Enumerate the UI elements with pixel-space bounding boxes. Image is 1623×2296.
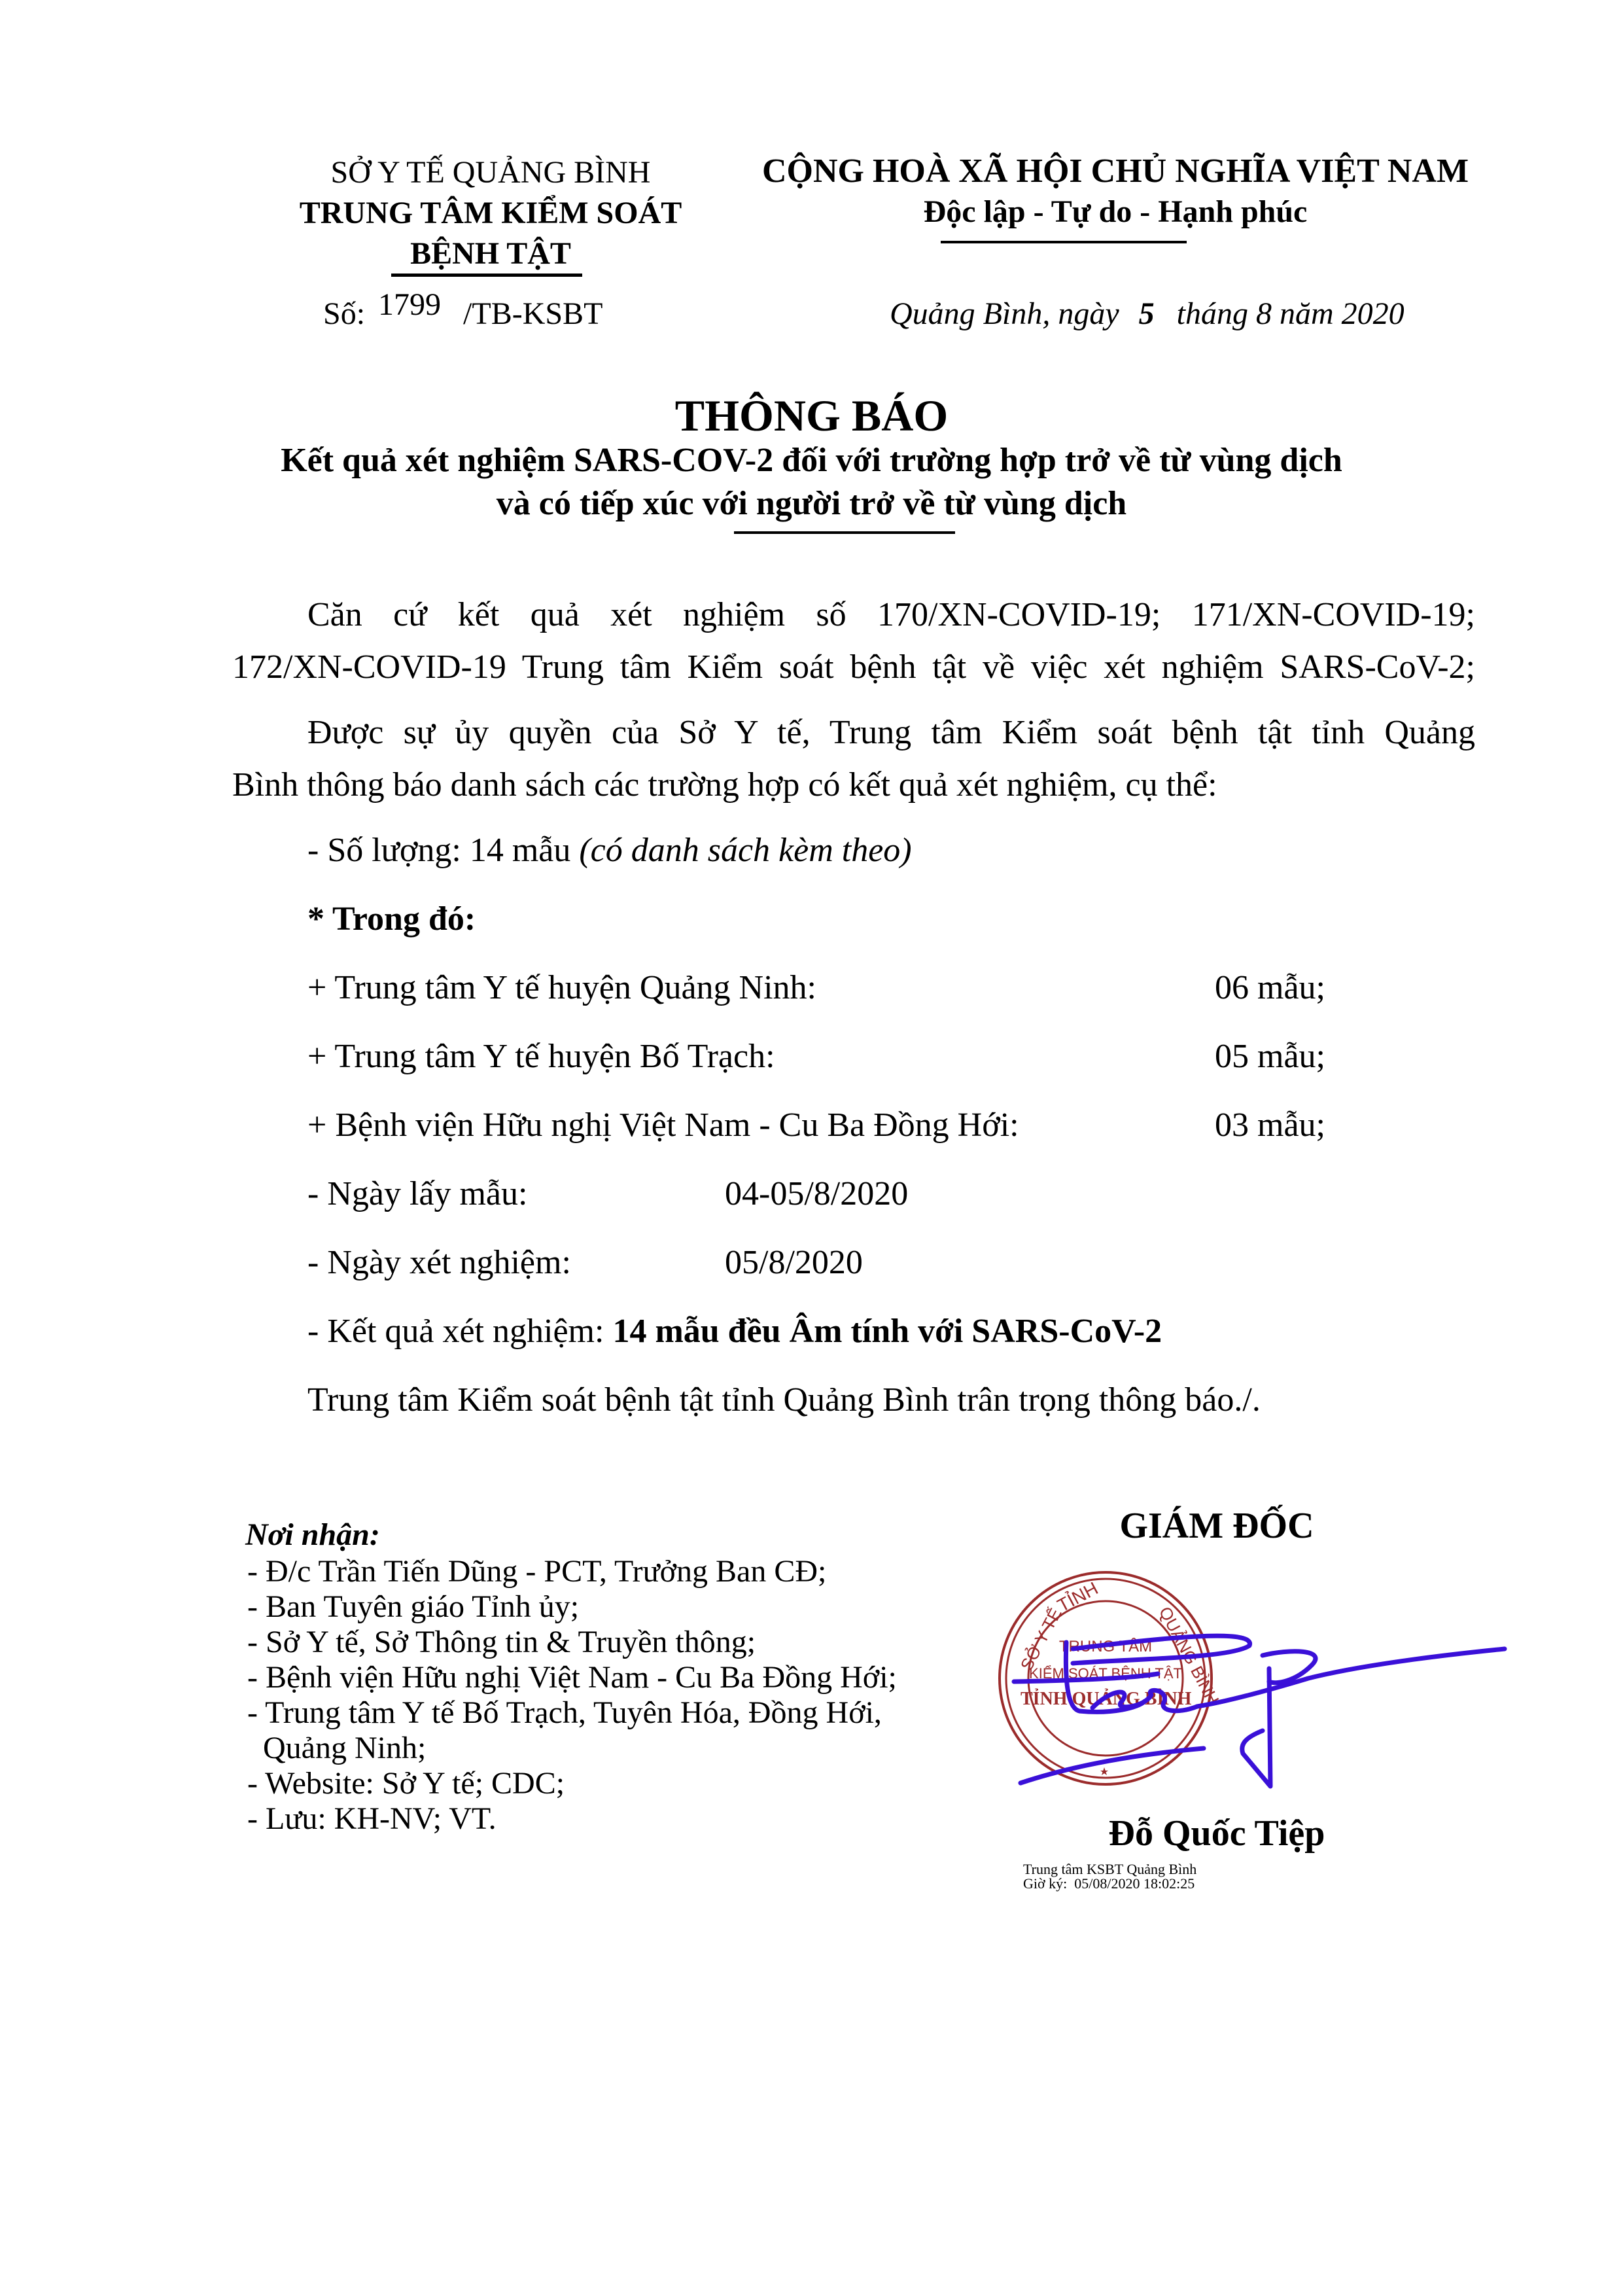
issue-date	[890, 296, 1405, 332]
issuing-department: SỞ Y TẾ QUẢNG BÌNH	[330, 155, 651, 190]
document-subtitle-line1: Kết quả xét nghiệm SARS-COV-2 đối với trường hợp trở về từ vùng dịch	[281, 442, 1342, 479]
sample-quantity	[307, 831, 912, 870]
issuing-agency: TRUNG TÂM KIỂM SOÁT	[299, 196, 682, 230]
recipient-item: - Sở Y tế, Sở Thông tin & Truyền thông;	[247, 1625, 756, 1659]
signer-name: Đỗ Quốc Tiệp	[1108, 1813, 1325, 1854]
test-date-label: - Ngày xét nghiệm:	[307, 1244, 571, 1281]
sample-date-label: - Ngày lấy mẫu:	[307, 1175, 528, 1212]
signer-title: GIÁM ĐỐC	[1119, 1506, 1314, 1546]
handwritten-signature-icon	[981, 1597, 1609, 1806]
national-motto: Độc lập - Tự do - Hạnh phúc	[923, 194, 1308, 229]
motto-underline	[941, 241, 1187, 243]
issuing-agency-line2: BỆNH TẬT	[410, 236, 571, 271]
document-title: THÔNG BÁO	[674, 391, 949, 440]
result-label: - Kết quả xét nghiệm:	[307, 1313, 613, 1350]
breakdown-item-count: 06 mẫu;	[1215, 969, 1325, 1006]
closing-statement: Trung tâm Kiểm soát bệnh tật tỉnh Quảng Bình trân trọng thông báo./.	[307, 1381, 1261, 1419]
date-suffix: tháng 8 năm 2020	[1176, 296, 1405, 331]
paragraph-authority-line1: Được sự ủy quyền của Sở Y tế, Trung tâm Kiểm soát bệnh tật tỉnh Quảng	[307, 714, 1475, 751]
recipient-item: Quảng Ninh;	[247, 1731, 427, 1765]
document-subtitle-line2: và có tiếp xúc với người trở về từ vùng dịch	[496, 485, 1127, 522]
recipient-item: - Lưu: KH-NV; VT.	[247, 1801, 497, 1836]
test-date-value: 05/8/2020	[725, 1244, 863, 1281]
document-number	[323, 287, 603, 332]
stamp-ring-left: SỞ Y TẾ	[1016, 1604, 1066, 1674]
recipient-item: - Bệnh viện Hữu nghị Việt Nam - Cu Ba Đồng Hới;	[247, 1660, 897, 1695]
quantity-label: - Số lượng: 14 mẫu	[307, 832, 580, 869]
paragraph-basis-line2: 172/XN-COVID-19 Trung tâm Kiểm soát bệnh tật về việc xét nghiệm SARS-CoV-2;	[232, 648, 1475, 686]
recipient-item: - Trung tâm Y tế Bố Trạch, Tuyên Hóa, Đồng Hới,	[247, 1695, 882, 1730]
breakdown-item-label: + Trung tâm Y tế huyện Quảng Ninh:	[307, 969, 816, 1006]
paragraph-authority-line2: Bình thông báo danh sách các trường hợp có kết quả xét nghiệm, cụ thể:	[232, 766, 1217, 804]
title-underline	[734, 531, 955, 534]
number-value: 1799	[378, 287, 442, 322]
national-title: CỘNG HOÀ XÃ HỘI CHỦ NGHĨA VIỆT NAM	[761, 152, 1469, 190]
agency-underline	[391, 274, 582, 277]
recipient-item: - Ban Tuyên giáo Tỉnh ủy;	[247, 1589, 580, 1624]
breakdown-item-label: + Bệnh viện Hữu nghị Việt Nam - Cu Ba Đồng Hới:	[307, 1106, 1019, 1144]
breakdown-item-count: 05 mẫu;	[1215, 1038, 1325, 1075]
stamp-ring-top: TỈNH	[1054, 1578, 1102, 1616]
paragraph-basis-line1: Căn cứ kết quả xét nghiệm số 170/XN-COVID-19; 171/XN-COVID-19;	[307, 596, 1475, 633]
stamp-inner-line1: TRUNG TÂM	[1058, 1638, 1153, 1655]
digital-signature-org: Trung tâm KSBT Quảng Bình	[1023, 1861, 1197, 1877]
number-prefix: Số:	[323, 296, 366, 331]
result-value: 14 mẫu đều Âm tính với SARS-CoV-2	[612, 1313, 1162, 1350]
date-prefix: Quảng Bình, ngày	[890, 296, 1119, 331]
stamp-inner-line2: KIỂM SOÁT BỆNH TẬT	[1029, 1665, 1182, 1682]
test-result	[307, 1312, 1162, 1351]
recipient-item: - Website: Sở Y tế; CDC;	[247, 1766, 565, 1801]
quantity-note: (có danh sách kèm theo)	[579, 832, 912, 869]
breakdown-item-count: 03 mẫu;	[1215, 1106, 1325, 1144]
digital-signature-time: Giờ ký: 05/08/2020 18:02:25	[1023, 1875, 1195, 1892]
recipient-item: - Đ/c Trần Tiến Dũng - PCT, Trưởng Ban CĐ;	[247, 1554, 827, 1589]
recipients-heading: Nơi nhận:	[245, 1517, 380, 1552]
stamp-inner-line3: TỈNH QUẢNG BÌNH	[1021, 1689, 1192, 1709]
stamp-ring-right: QUẢNG BÌNH	[1155, 1603, 1223, 1708]
sample-date-value: 04-05/8/2020	[725, 1175, 909, 1212]
number-suffix: /TB-KSBT	[463, 296, 603, 331]
date-day: 5	[1138, 296, 1155, 331]
breakdown-item-label: + Trung tâm Y tế huyện Bố Trạch:	[307, 1038, 775, 1075]
breakdown-heading: * Trong đó:	[307, 900, 476, 938]
